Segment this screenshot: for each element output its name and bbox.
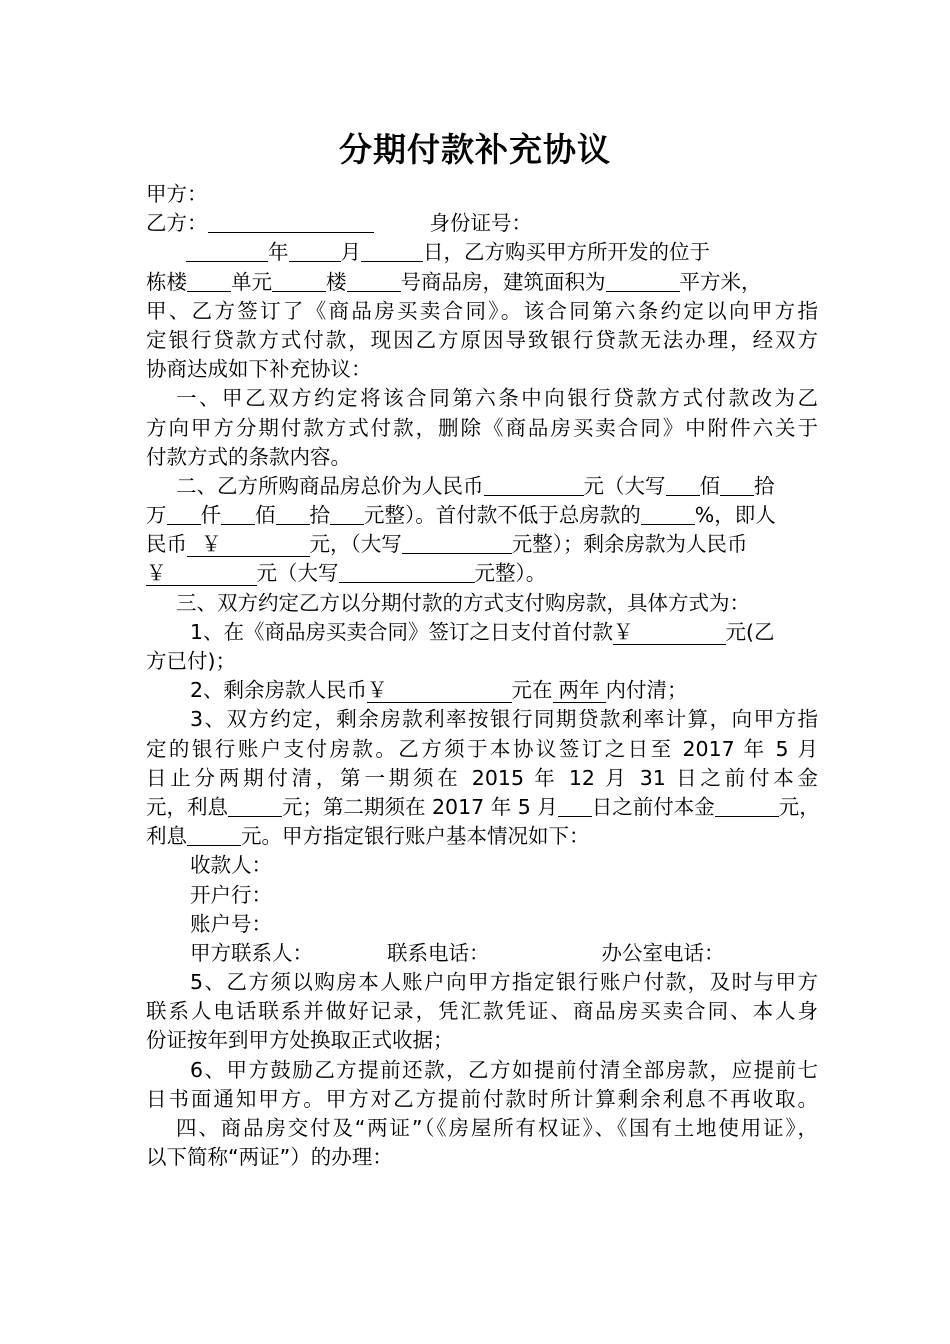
para-intro-line-3: 协商达成如下补充协议： bbox=[146, 357, 372, 382]
clause-3-3-line-1: 3、双方约定，剩余房款利率按银行同期贷款利率计算，向甲方指 bbox=[190, 707, 818, 732]
day-2-blank bbox=[558, 794, 592, 817]
down-payment-text: 元整）。首付款不低于总房款的 bbox=[364, 503, 641, 528]
floor-text: 楼 bbox=[326, 269, 347, 294]
shi-text-2: 拾 bbox=[309, 503, 330, 528]
yen-sign: ￥ bbox=[201, 532, 222, 557]
clause-3-3-line-4 bbox=[146, 793, 818, 822]
area-blank bbox=[606, 269, 680, 292]
party-a-line bbox=[146, 180, 818, 209]
party-b-line bbox=[146, 209, 818, 238]
clause-3-2-line bbox=[146, 676, 818, 705]
contact-line bbox=[146, 939, 818, 968]
bank-line: 开户行： bbox=[190, 882, 272, 907]
yuan-capital-text: 元，（大写 bbox=[309, 532, 402, 557]
clause-3-6-line-2: 日书面通知甲方。甲方对乙方提前付款时所计算剩余利息不再收取。 bbox=[146, 1086, 818, 1111]
contact-phone-label: 联系电话： bbox=[387, 940, 490, 965]
shi-text: 拾 bbox=[754, 473, 775, 498]
down-capital-blank bbox=[402, 531, 512, 554]
capital-text: 元（大写 bbox=[583, 473, 666, 498]
yen-sign-4: ￥ bbox=[367, 678, 388, 703]
document-body bbox=[146, 180, 818, 1172]
document-title: 分期付款补充协议 bbox=[339, 130, 611, 169]
building-text: 栋楼 bbox=[146, 269, 187, 294]
clause-1-line-1: 一、甲乙双方约定将该合同第六条中向银行贷款方式付款改为乙 bbox=[176, 386, 818, 411]
interest-2-blank bbox=[187, 823, 241, 846]
total-price-blank bbox=[484, 473, 584, 496]
clause-3-3-line-2: 定的银行账户支付房款。乙方须于本协议签订之日至 2017 年 5 月 bbox=[146, 736, 818, 761]
yuan-end-text: 元整）。 bbox=[474, 561, 547, 586]
first-payment-text: 1、在《商品房买卖合同》签订之日支付首付款 bbox=[190, 619, 614, 644]
principal-2-blank bbox=[715, 794, 779, 817]
clause-3-5-line-2: 联系人电话联系并做好记录，凭汇款凭证、商品房买卖合同、本人身 bbox=[146, 999, 818, 1024]
clause-3-5-line-3: 份证按年到甲方处换取正式收据； bbox=[146, 1028, 454, 1053]
first-payment-end-text: 元(乙 bbox=[725, 619, 775, 644]
unit-text: 单元 bbox=[231, 269, 272, 294]
yen-sign-2: ￥ bbox=[146, 561, 167, 586]
clause-2-line-3 bbox=[146, 530, 818, 559]
clause-3-line-1: 三、双方约定乙方以分期付款的方式支付购房款，具体方式为： bbox=[176, 590, 750, 615]
second-period-text: 元；第二期须在 2017 年 5 月 bbox=[282, 794, 558, 819]
interest-1-blank bbox=[228, 794, 282, 817]
rmb-text: 民币 bbox=[146, 532, 187, 557]
ten-million-blank bbox=[720, 473, 754, 496]
bai-blank bbox=[221, 502, 255, 525]
clause-2-line-2 bbox=[146, 501, 818, 530]
unit-blank bbox=[272, 269, 326, 292]
interest-2-text: 利息 bbox=[146, 824, 187, 849]
day-blank bbox=[361, 239, 423, 262]
party-b-label: 乙方： bbox=[146, 211, 208, 236]
building-blank bbox=[187, 269, 231, 292]
room-area-text: 号商品房，建筑面积为 bbox=[400, 269, 606, 294]
clause-2-line-1 bbox=[146, 472, 818, 501]
interest-text: 元，利息 bbox=[146, 794, 228, 819]
area-unit-text: 平方米， bbox=[679, 269, 762, 294]
payee-line: 收款人： bbox=[190, 853, 272, 878]
clause-1-line-2: 方向甲方分期付款方式付款，删除《商品房买卖合同》中附件六关于 bbox=[146, 415, 818, 440]
floor-blank bbox=[347, 269, 401, 292]
yen-sign-3: ￥ bbox=[613, 619, 634, 644]
para-intro-line-2: 定银行贷款方式付款，现因乙方原因导致银行贷款无法办理，经双方 bbox=[146, 327, 818, 352]
wan-text: 万 bbox=[146, 503, 167, 528]
clause-3-3-line-3: 日止分两期付清，第一期须在 2015 年 12 月 31 日之前付本金 bbox=[146, 765, 818, 790]
remaining-text: 元整）；剩余房款为人民币 bbox=[511, 532, 748, 557]
clause-2-line-4 bbox=[146, 559, 818, 588]
clause-3-3-line-5 bbox=[146, 822, 818, 851]
date-line-text: 日，乙方购买甲方所开发的位于 bbox=[423, 240, 710, 265]
remaining-capital-blank bbox=[339, 560, 475, 583]
qian-text: 仟 bbox=[200, 503, 221, 528]
month-blank bbox=[289, 239, 341, 262]
hundred-million-blank bbox=[666, 473, 700, 496]
principal-text: 日之前付本金 bbox=[591, 794, 715, 819]
para-intro-line-1: 甲、乙方签订了《商品房买卖合同》。该合同第六条约定以向甲方指 bbox=[146, 298, 818, 323]
paid-off-text: 内付清； bbox=[605, 678, 688, 703]
year-blank bbox=[186, 239, 268, 262]
bank-account-intro-text: 元。甲方指定银行账户基本情况如下： bbox=[241, 824, 590, 849]
qian-blank bbox=[167, 502, 201, 525]
date-line bbox=[146, 238, 818, 267]
clause-4-line-2: 以下简称“两证”）的办理： bbox=[146, 1145, 393, 1170]
unit-line bbox=[146, 268, 818, 297]
total-price-text: 二、乙方所购商品房总价为人民币 bbox=[176, 473, 484, 498]
clause-3-6-line-1: 6、甲方鼓励乙方提前还款，乙方如提前付清全部房款，应提前七 bbox=[190, 1057, 818, 1082]
account-line: 账户号： bbox=[190, 911, 272, 936]
clause-3-1-line-2: 方已付)； bbox=[146, 649, 236, 673]
percent-blank bbox=[641, 502, 695, 525]
within-text: 元在 bbox=[511, 678, 553, 703]
shi-blank bbox=[276, 502, 310, 525]
year-text: 年 bbox=[268, 240, 289, 265]
bai-text: 佰 bbox=[699, 473, 720, 498]
two-years-text: 两年 bbox=[558, 678, 600, 703]
remaining-capital-text: 元（大写 bbox=[256, 561, 339, 586]
percent-text: %，即人 bbox=[694, 503, 776, 528]
party-a-label: 甲方： bbox=[146, 182, 208, 206]
office-phone-label: 办公室电话： bbox=[601, 940, 725, 965]
contact-person-label: 甲方联系人： bbox=[190, 940, 313, 965]
clause-1-line-3: 付款方式的条款内容。 bbox=[146, 444, 351, 469]
id-number-label: 身份证号： bbox=[429, 211, 532, 236]
yuan-blank bbox=[330, 502, 364, 525]
bai-text-2: 佰 bbox=[255, 503, 276, 528]
month-text: 月 bbox=[340, 240, 361, 265]
clause-3-1-line-1 bbox=[146, 618, 818, 647]
clause-4-line-1: 四、商品房交付及“两证”（《房屋所有权证》、《国有土地使用证》， bbox=[176, 1116, 818, 1140]
clause-3-5-line-1: 5、乙方须以购房本人账户向甲方指定银行账户付款，及时与甲方 bbox=[190, 970, 818, 995]
remaining-rmb-text: 2、剩余房款人民币 bbox=[190, 678, 368, 703]
yuan-comma-text: 元， bbox=[778, 794, 820, 819]
party-b-blank bbox=[208, 210, 374, 233]
